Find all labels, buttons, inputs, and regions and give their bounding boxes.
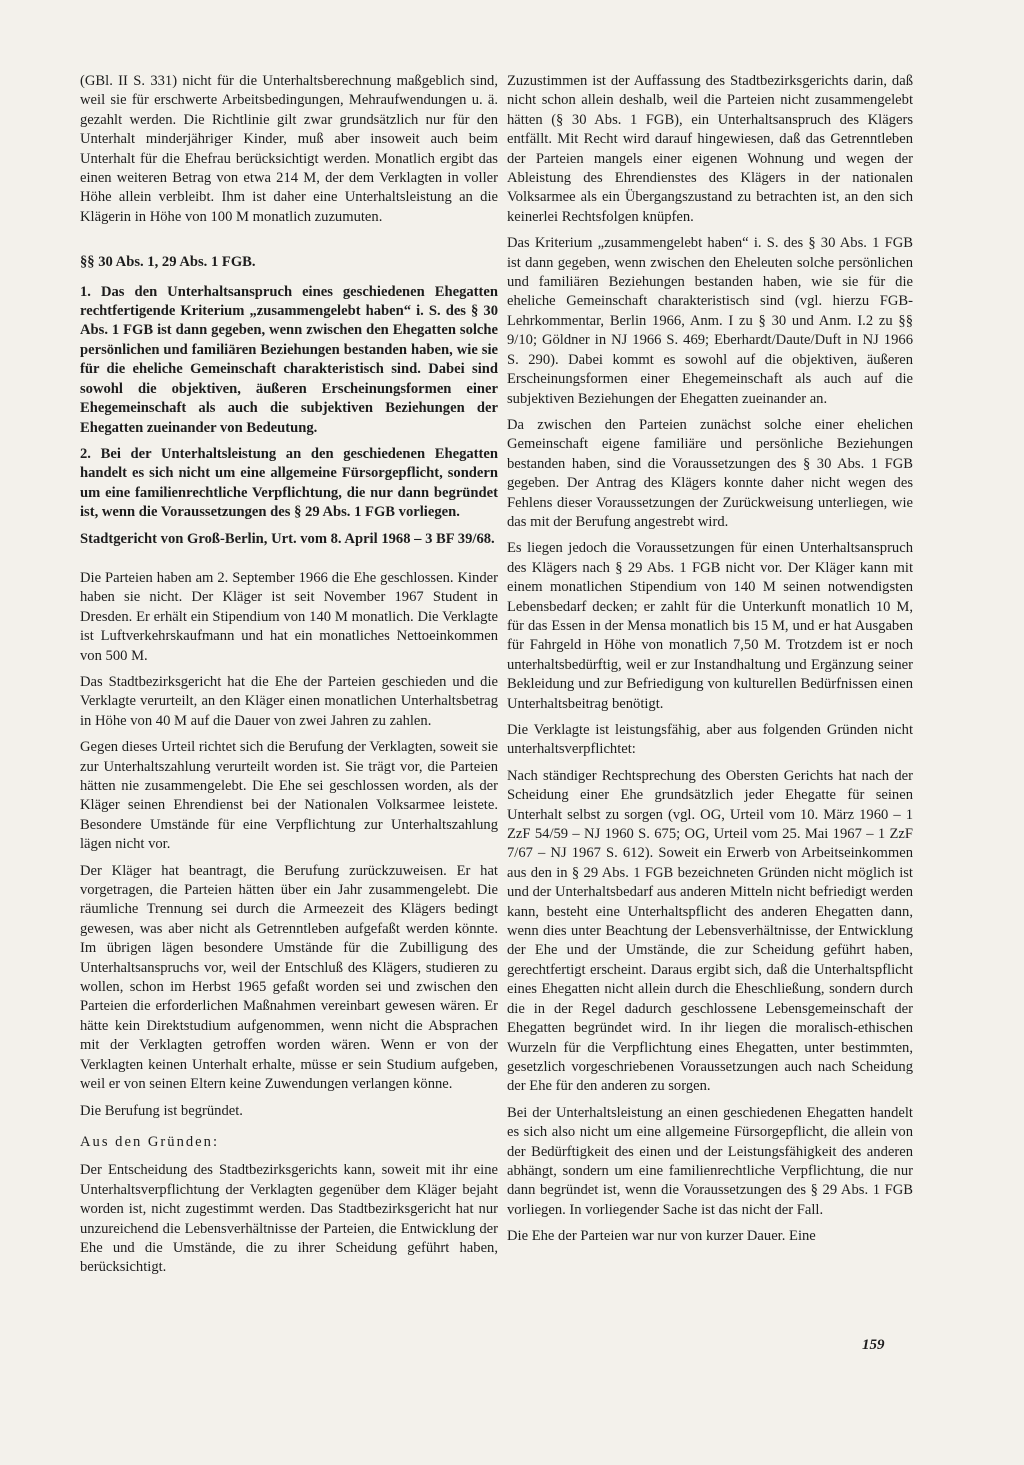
paragraph: Die Ehe der Parteien war nur von kurzer Dauer. Eine xyxy=(507,1228,816,1245)
paragraph: Das Stadtbezirksgericht hat die Ehe der Parteien geschieden und die Verklagte verurteilt, an den Kläger einen monatlichen Unterhaltsbetrag in Höhe von 40 M auf die Dauer von zwei Jahren zu zahlen. xyxy=(80,673,498,729)
section-heading: §§ 30 Abs. 1, 29 Abs. 1 FGB. xyxy=(80,254,256,271)
paragraph: Gegen dieses Urteil richtet sich die Berufung der Verklagten, soweit sie zur Unterhaltszahlung verurteilt worden ist. Sie trägt vor, die Parteien hätten nie zusammengelebt. Die Ehe sei geschlossen worden, als der Kläger seinen Ehrendienst bei der Nationalen Volksarmee leistete. Besondere Umstände für eine Verpflichtung zur Unterhaltszahlung lägen nicht vor. xyxy=(80,739,498,853)
paragraph: Der Kläger hat beantragt, die Berufung zurückzuweisen. Er hat vorgetragen, die Parteien hätten über ein Jahr zusammengelebt. Die räumliche Trennung sei durch die Armeezeit des Klägers bedingt gewesen, was aber nicht als Getrenntleben aufgefaßt werden könnte. Im übrigen lägen besondere Umstände für die Zubilligung des Unterhaltsanspruchs vor, weil der Entschluß des Klägers, studieren zu wollen, schon im Herbst 1965 gefaßt worden sei und zwischen den Parteien die erforderlichen Maßnahmen vereinbart gewesen wären. Er hätte kein Direktstudium aufgenommen, wenn nicht die Absprachen mit der Verklagten getroffen worden wären. Wenn er von der Verklagten keinen Unterhalt erhalte, müsse er sein Studium aufgeben, weil er von seinen Eltern keine Zuwendungen verlangen könne. xyxy=(80,862,498,1093)
paragraph: Der Entscheidung des Stadtbezirksgerichts kann, soweit mit ihr eine Unterhaltsverpflichtung der Verklagten gegenüber dem Kläger bejaht worden ist, nicht zugestimmt werden. Das Stadtbezirksgericht hat nur unzureichend die Lebensverhältnisse der Parteien, die Entwicklung der Ehe und die Umstände, die zu ihrer Scheidung geführt haben, berücksichtigt. xyxy=(80,1162,498,1276)
headnote-2: 2. Bei der Unterhaltsleistung an den geschiedenen Ehegatten handelt es sich nicht um eine allgemeine Fürsorgepflicht, sondern um eine familienrechtliche Verpflichtung, die nur dann begründet ist, wenn die Voraussetzungen des § 29 Abs. 1 FGB vorliegen. xyxy=(80,445,498,521)
right-column xyxy=(507,72,913,1254)
reasons-heading: Aus den Gründen: xyxy=(80,1133,220,1150)
paragraph: (GBl. II S. 331) nicht für die Unterhaltsberechnung maßgeblich sind, weil sie für erschwerte Arbeitsbedingungen, Mehraufwendungen u. ä. gezahlt werden. Die Richtlinie gilt zwar grundsätzlich nur für den Unterhalt minderjähriger Kinder, muß aber insoweit auch beim Unterhalt für die Ehefrau berücksichtigt werden. Monatlich ergibt das einen weiteren Betrag von etwa 214 M, der dem Verklagten in voller Höhe allein verbleibt. Ihm ist daher eine Unterhaltsleistung an die Klägerin in Höhe von 100 M monatlich zuzumuten. xyxy=(80,73,498,225)
page-number: 159 xyxy=(862,1337,885,1353)
headnote-1: 1. Das den Unterhaltsanspruch eines geschiedenen Ehegatten rechtfertigende Kriterium „zusammengelebt haben“ i. S. des § 30 Abs. 1 FGB ist dann gegeben, wenn zwischen den Ehegatten solche persönlichen und familiären Beziehungen bestanden haben, wie sie für die eheliche Gemeinschaft charakteristisch sind. Dabei sind sowohl die objektiven, äußeren Erscheinungsformen einer Ehegemeinschaft als auch die subjektiven Beziehungen der Ehegatten zueinander von Bedeutung. xyxy=(80,283,498,436)
paragraph: Nach ständiger Rechtsprechung des Obersten Gerichts hat nach der Scheidung einer Ehe grundsätzlich jeder Ehegatte für seinen Unterhalt selbst zu sorgen (vgl. OG, Urteil vom 10. März 1960 – 1 ZzF 54/59 – NJ 1960 S. 675; OG, Urteil vom 25. Mai 1967 – 1 ZzF 7/67 – NJ 1967 S. 612). Soweit ein Erwerb von Arbeitseinkommen aus den in § 29 Abs. 1 FGB bezeichneten Gründen nicht möglich ist und der Unterhaltsbedarf aus anderen Mitteln nicht befriedigt werden kann, besteht eine Unterhaltspflicht des anderen Ehegatten dann, wenn dies unter Beachtung der Lebensverhältnisse, der Entwicklung der Ehe und der Umstände, die zur Scheidung geführt haben, gerechtfertigt erscheint. Daraus ergibt sich, daß die Unterhaltspflicht eines Ehegatten nicht allein durch die Eheschließung, sondern durch die in der Regel dadurch geschlossene Lebensgemeinschaft der Ehegatten begründet wird. In ihr liegen die moralisch-ethischen Wurzeln für die Verpflichtung eines Ehegatten, unter bestimmten, gesetzlich vorgeschriebenen Voraussetzungen auch nach Scheidung der Ehe für den anderen zu sorgen. xyxy=(507,767,913,1095)
paragraph: Zuzustimmen ist der Auffassung des Stadtbezirksgerichts darin, daß nicht schon allein deshalb, weil die Parteien nicht zusammengelebt hätten (§ 30 Abs. 1 FGB), ein Unterhaltsanspruch des Klägers entfällt. Mit Recht wird darauf hingewiesen, daß das Getrenntleben der Parteien mangels einer eigenen Wohnung und wegen der Ableistung des Ehrendienstes des Klägers in der nationalen Volksarmee als ein Übergangszustand zu betrachten ist, an den sich keinerlei Rechtsfolgen knüpfen. xyxy=(507,73,913,225)
paragraph: Das Kriterium „zusammengelebt haben“ i. S. des § 30 Abs. 1 FGB ist dann gegeben, wenn zwischen den Eheleuten solche persönlichen und familiären Beziehungen bestanden haben, wie sie für die eheliche Gemeinschaft charakteristisch sind (vgl. hierzu FGB-Lehrkommentar, Berlin 1966, Anm. I zu § 30 und Anm. I.2 zu §§ 9/10; Göldner in NJ 1966 S. 469; Eberhardt/Daute/Duft in NJ 1966 S. 290). Dabei kommt es sowohl auf die objektiven, äußeren Erscheinungsformen einer Ehegemeinschaft als auch auf die subjektiven Beziehungen der Ehegatten zueinander an. xyxy=(507,235,913,407)
court-citation: Stadtgericht von Groß-Berlin, Urt. vom 8. April 1968 – 3 BF 39/68. xyxy=(80,530,495,547)
paragraph: Die Verklagte ist leistungsfähig, aber aus folgenden Gründen nicht unterhaltsverpflichtet: xyxy=(507,722,913,758)
paragraph: Die Parteien haben am 2. September 1966 die Ehe geschlossen. Kinder haben sie nicht. Der Kläger ist seit November 1967 Student in Dresden. Er erhält ein Stipendium von 140 M monatlich. Die Verklagte ist Luftverkehrskaufmann und hat ein monatliches Nettoeinkommen von 500 M. xyxy=(80,569,498,664)
paragraph: Da zwischen den Parteien zunächst solche einer ehelichen Gemeinschaft eigene familiäre und persönliche Beziehungen bestanden haben, sind die Voraussetzungen des § 30 Abs. 1 FGB gegeben. Der Antrag des Klägers konnte daher nicht wegen des Fehlens dieser Voraussetzungen der Zurückweisung unterliegen, wie das mit der Berufung angestrebt wird. xyxy=(507,416,913,530)
paragraph: Bei der Unterhaltsleistung an einen geschiedenen Ehegatten handelt es sich also nicht um eine allgemeine Fürsorgepflicht, die allein von der Bedürftigkeit des einen und der Leistungsfähigkeit des anderen abhängt, sondern um eine familienrechtliche Verpflichtung, die nur dann begründet ist, wenn die Voraussetzungen des § 29 Abs. 1 FGB vorliegen. In vorliegender Sache ist das nicht der Fall. xyxy=(507,1104,913,1218)
left-column xyxy=(80,72,498,1285)
paragraph: Die Berufung ist begründet. xyxy=(80,1102,243,1119)
paragraph: Es liegen jedoch die Voraussetzungen für einen Unterhaltsanspruch des Klägers nach § 29 Abs. 1 FGB nicht vor. Der Kläger kann mit einem monatlichen Stipendium von 140 M seinen notwendigsten Lebensbedarf decken; er zahlt für die Unterkunft monatlich 10 M, für das Essen in der Mensa monatlich bis 15 M, und er hat Ausgaben für Fahrgeld in Höhe von monatlich 7,50 M. Trotzdem ist er noch unterhaltsbedürftig, weil er zur Instandhaltung und Ergänzung seiner Bekleidung und zur Befriedigung von kulturellen Bedürfnissen einen Unterhaltsbeitrag benötigt. xyxy=(507,540,913,712)
